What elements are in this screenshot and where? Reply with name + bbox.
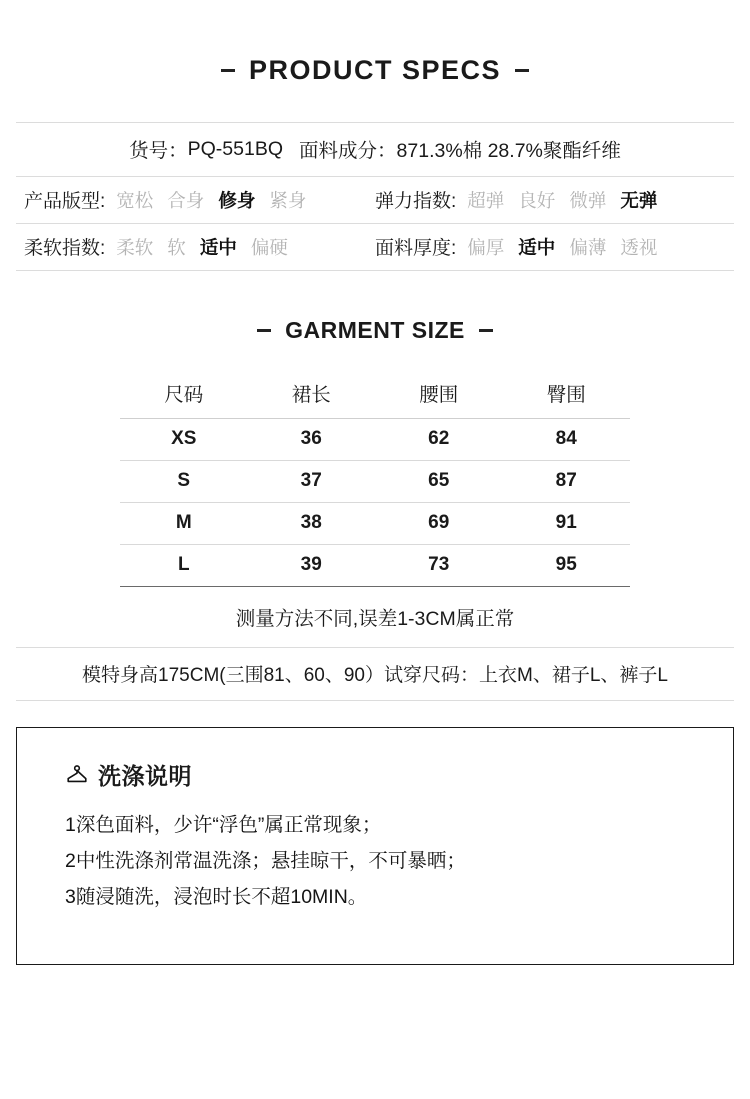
size-cell-waist: 69 (375, 503, 503, 545)
thickness-option-medium[interactable]: 适中 (518, 237, 556, 258)
spec-group-fit (24, 186, 375, 213)
size-cell-waist: 65 (375, 461, 503, 503)
stretch-label: 弹力指数: (375, 191, 457, 212)
size-cell-length: 38 (248, 503, 376, 545)
size-cell-hip: 95 (503, 545, 631, 587)
wash-care-line: 3随浸随洗，浸泡时长不超10MIN。 (65, 886, 368, 909)
product-specs-title (0, 55, 750, 86)
size-cell-size: M (120, 503, 248, 545)
size-title-dash-right (479, 329, 493, 332)
spec-group-softness (24, 233, 375, 260)
product-detail-page (0, 55, 750, 1099)
wash-care-box (16, 727, 734, 965)
size-cell-waist: 73 (375, 545, 503, 587)
thickness-label: 面料厚度: (375, 238, 457, 259)
fit-option-tight[interactable]: 紧身 (269, 190, 307, 211)
stretch-option-super[interactable]: 超弹 (467, 190, 505, 211)
size-col-header-length: 裙长 (248, 370, 376, 419)
size-cell-size: L (120, 545, 248, 587)
fit-label: 产品版型: (24, 191, 106, 212)
table-row (120, 461, 630, 503)
size-cell-hip: 84 (503, 419, 631, 461)
title-dash-right (515, 69, 529, 72)
softness-option-verysoft[interactable]: 柔软 (116, 237, 154, 258)
garment-size-title-text: GARMENT SIZE (285, 317, 465, 343)
size-title-dash-left (257, 329, 271, 332)
size-col-header-hip: 臀围 (503, 370, 631, 419)
measurement-note: 测量方法不同,误差1-3CM属正常 (235, 608, 515, 630)
size-cell-size: S (120, 461, 248, 503)
softness-label: 柔软指数: (24, 238, 106, 259)
spec-group-stretch (375, 186, 726, 213)
thickness-option-thick[interactable]: 偏厚 (467, 237, 505, 258)
stretch-option-slight[interactable]: 微弹 (569, 190, 607, 211)
table-row (120, 503, 630, 545)
model-info-bar: 模特身高175CM(三围81、60、90）试穿尺码：上衣M、裙子L、裤子L (16, 647, 734, 701)
wash-care-title: 洗涤说明 (98, 763, 192, 789)
hanger-icon (65, 763, 89, 787)
spec-group-thickness (375, 233, 726, 260)
softness-option-stiff[interactable]: 偏硬 (250, 237, 288, 258)
size-col-header-waist: 腰围 (375, 370, 503, 419)
spec-row-fit-stretch (16, 177, 734, 224)
size-cell-hip: 87 (503, 461, 631, 503)
stretch-option-good[interactable]: 良好 (518, 190, 556, 211)
size-cell-length: 36 (248, 419, 376, 461)
spec-row-softness-thickness (16, 224, 734, 271)
size-table-header-row (120, 370, 630, 419)
size-col-header-size: 尺码 (120, 370, 248, 419)
size-cell-length: 39 (248, 545, 376, 587)
wash-care-line: 1深色面料，少许“浮色”属正常现象； (65, 814, 382, 836)
softness-option-medium[interactable]: 适中 (199, 237, 237, 258)
fabric-value: 871.3%棉 28.7%聚酯纤维 (396, 140, 621, 162)
softness-option-soft[interactable]: 软 (167, 237, 186, 258)
fit-option-regular[interactable]: 合身 (167, 190, 205, 211)
specs-table (16, 122, 734, 271)
spec-row-code-fabric (16, 122, 734, 177)
stretch-option-none[interactable]: 无弹 (620, 190, 658, 211)
wash-care-list (65, 807, 733, 915)
code-label: 货号： (129, 140, 188, 162)
thickness-option-thin[interactable]: 偏薄 (569, 237, 607, 258)
wash-care-line: 2中性洗涤剂常温洗涤；悬挂晾干，不可暴晒； (65, 850, 466, 873)
size-cell-size: XS (120, 419, 248, 461)
table-row (120, 419, 630, 461)
product-specs-title-text: PRODUCT SPECS (248, 55, 502, 85)
size-cell-waist: 62 (375, 419, 503, 461)
title-dash-left (221, 69, 235, 72)
garment-size-title (0, 317, 750, 344)
fit-option-loose[interactable]: 宽松 (116, 190, 154, 211)
thickness-option-sheer[interactable]: 透视 (620, 237, 658, 258)
code-value: PQ-551BQ (187, 137, 284, 160)
table-row (120, 545, 630, 587)
fit-option-slim[interactable]: 修身 (218, 190, 256, 211)
size-chart-table (120, 370, 630, 587)
size-cell-hip: 91 (503, 503, 631, 545)
fabric-label: 面料成分： (299, 140, 397, 162)
wash-care-header (65, 758, 733, 791)
size-cell-length: 37 (248, 461, 376, 503)
